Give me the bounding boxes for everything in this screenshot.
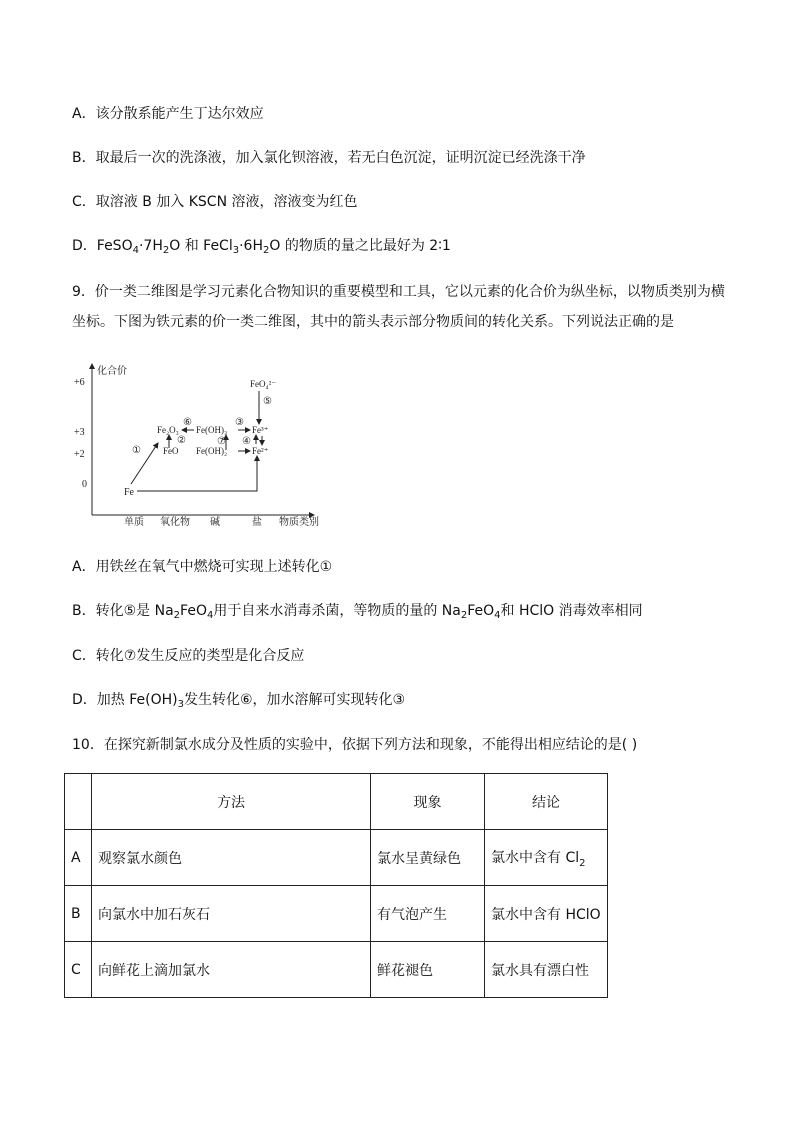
species-fe2o3: Fe₂O₃ [157, 425, 179, 435]
x-tick: 碱 [210, 517, 220, 528]
q9-stem-line2: 坐标。下图为铁元素的价一类二维图，其中的箭头表示部分物质间的转化关系。下列说法正确的是 [72, 314, 674, 330]
header-cell: 结论 [485, 774, 608, 830]
q9-option-a: A．用铁丝在氧气中燃烧可实现上述转化① [72, 559, 333, 575]
species-feo: FeO [163, 446, 179, 456]
q9-d-text: D．加热 Fe(OH) [72, 692, 178, 708]
q8-d-text: O 的物质的量之比最好为 2∶1 [269, 238, 451, 254]
table-row [65, 830, 608, 886]
row-conclusion [485, 830, 608, 886]
header-cell: 方法 [92, 774, 371, 830]
table-row [65, 942, 608, 998]
row-conclusion: 氯水中含有 HClO [485, 886, 608, 942]
row-id: B [65, 886, 92, 942]
arrow-label-6: ⑥ [183, 417, 192, 428]
q8-d-sub: 3 [232, 245, 240, 256]
conclusion-text: 氯水中含有 Cl [491, 849, 580, 866]
q9-b-text: B．转化⑤是 Na [72, 603, 174, 619]
row-phenomenon: 有气泡产生 [371, 886, 485, 942]
q9-b-sub: 2 [460, 610, 468, 621]
row-phenomenon: 鲜花褪色 [371, 942, 485, 998]
y-tick: +3 [74, 427, 85, 438]
q8-d-text: ·7H [138, 238, 163, 254]
x-axis-label: 物质类别 [279, 517, 319, 528]
q8-option-d [72, 236, 451, 256]
q9-d-text: 发生转化⑥，加水溶解可实现转化③ [183, 692, 406, 708]
q8-d-sub: 2 [162, 245, 170, 256]
row-method: 向鲜花上滴加氯水 [92, 942, 371, 998]
q8-option-a: A．该分散系能产生丁达尔效应 [72, 106, 264, 122]
y-tick: +2 [74, 449, 85, 460]
q9-b-text: FeO [467, 603, 495, 619]
arrow-fe-to-fe2 [137, 456, 257, 491]
y-axis-label: 化合价 [97, 366, 127, 377]
q9-stem-line1: 9．价一类二维图是学习元素化合物知识的重要模型和工具，它以元素的化合价为纵坐标，以物质类别为横 [72, 284, 725, 300]
q9-b-sub: 2 [173, 610, 181, 621]
q8-d-sub: 4 [132, 245, 139, 256]
header-cell [65, 774, 92, 830]
q8-option-c: C．取溶液 B 加入 KSCN 溶液，溶液变为红色 [72, 194, 358, 210]
q9-option-d [72, 690, 405, 710]
species-feo4: FeO₄²⁻ [250, 379, 277, 389]
row-conclusion: 氯水具有漂白性 [485, 942, 608, 998]
row-id: C [65, 942, 92, 998]
row-method: 观察氯水颜色 [92, 830, 371, 886]
arrow-label-1: ① [132, 445, 141, 456]
y-tick: 0 [82, 479, 87, 490]
species-feoh3: Fe(OH)₃ [196, 425, 228, 435]
arrow-label-7: ⑦ [217, 436, 226, 447]
species-fe: Fe [124, 487, 134, 498]
q8-d-sub: 2 [263, 245, 270, 256]
q8-d-text: ·6H [239, 238, 263, 254]
q10-table [64, 773, 608, 998]
arrow-label-3: ③ [235, 417, 244, 428]
species-feoh2: Fe(OH)₂ [196, 446, 228, 456]
row-method: 向氯水中加石灰石 [92, 886, 371, 942]
q8-d-text: D．FeSO [72, 238, 133, 254]
y-tick: +6 [74, 377, 85, 388]
arrow-label-5: ⑤ [263, 396, 272, 407]
x-tick: 单质 [124, 517, 144, 528]
x-tick: 盐 [252, 517, 262, 528]
arrow-label-2: ② [177, 435, 186, 446]
q9-b-sub: 4 [206, 610, 214, 621]
species-fe3plus: Fe³⁺ [252, 425, 269, 435]
q9-b-text: 和 HClO 消毒效率相同 [500, 603, 643, 619]
conclusion-sub: 2 [579, 857, 586, 869]
q9-option-c: C．转化⑦发生反应的类型是化合反应 [72, 648, 305, 664]
q9-d-sub: 3 [177, 699, 184, 710]
arrow-label-4: ④ [242, 436, 251, 447]
x-tick: 氧化物 [160, 517, 190, 528]
q9-b-text: 用于自来水消毒杀菌，等物质的量的 Na [213, 603, 461, 619]
header-cell: 现象 [371, 774, 485, 830]
q9-b-sub: 4 [494, 610, 501, 621]
q8-d-text: O 和 FeCl [169, 238, 233, 254]
table-header-row [65, 774, 608, 830]
species-fe2plus: Fe²⁺ [252, 446, 269, 456]
table-row [65, 886, 608, 942]
q10-stem: 10．在探究新制氯水成分及性质的实验中，依据下列方法和现象，不能得出相应结论的是( ) [72, 737, 638, 753]
row-id: A [65, 830, 92, 886]
q9-option-b [72, 601, 643, 621]
valence-class-diagram [72, 358, 322, 530]
q8-option-b: B．取最后一次的洗涤液，加入氯化钡溶液，若无白色沉淀，证明沉淀已经洗涤干净 [72, 150, 586, 166]
q9-b-text: FeO [180, 603, 207, 619]
row-phenomenon: 氯水呈黄绿色 [371, 830, 485, 886]
